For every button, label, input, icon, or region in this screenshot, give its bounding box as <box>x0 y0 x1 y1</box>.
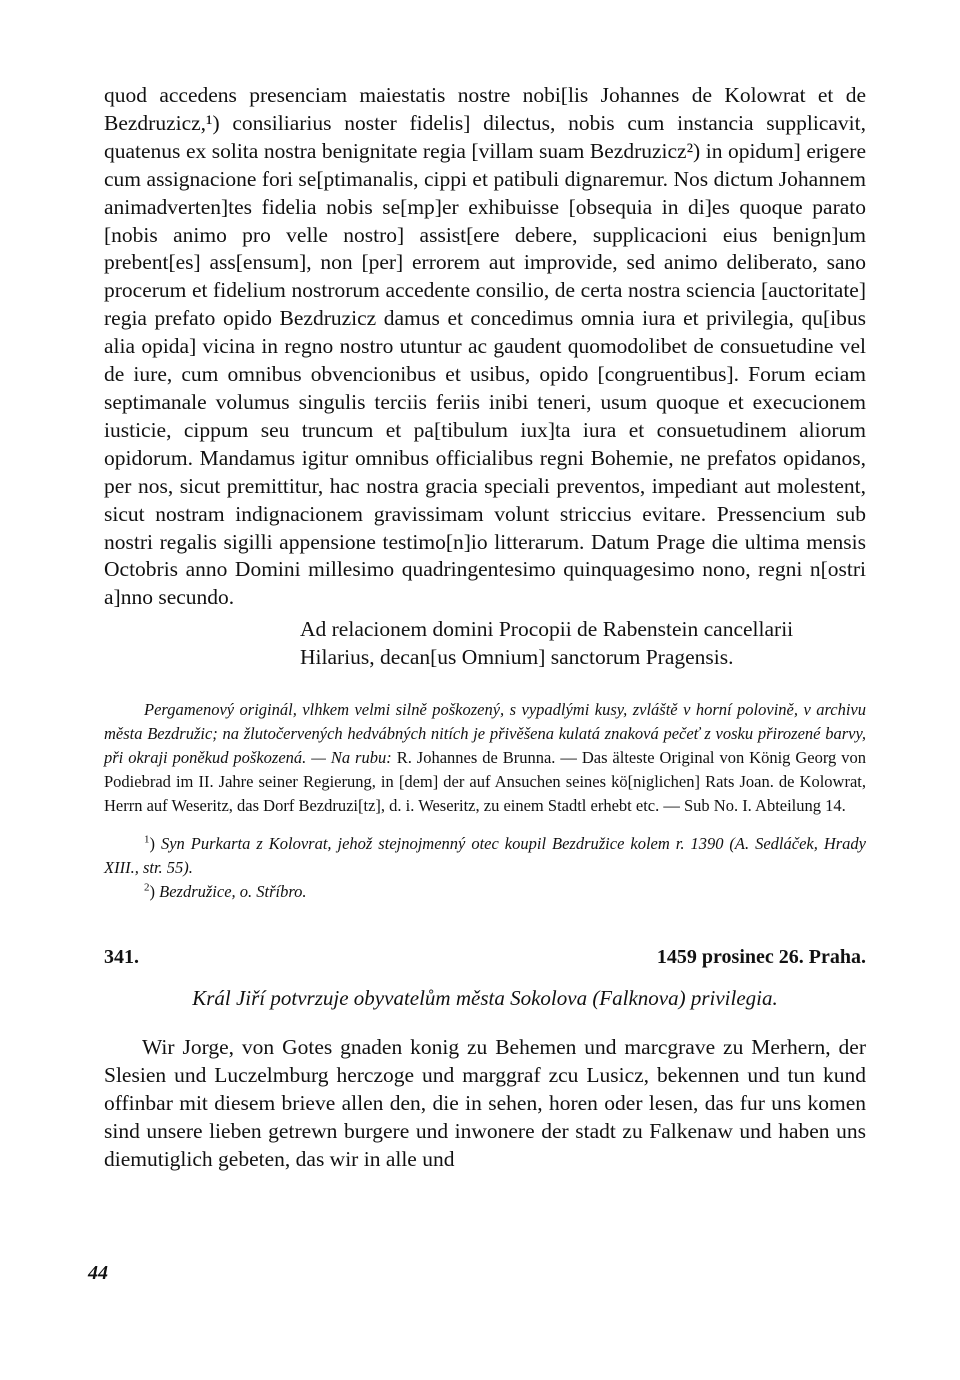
entry-date-place: 1459 prosinec 26. Praha. <box>656 946 866 969</box>
attestation <box>300 616 866 672</box>
entry-title: Král Jiří potvrzuje obyvatelům města Sokolova (Falknova) privilegia. <box>192 986 778 1011</box>
footnote-mark: 2 <box>144 881 150 894</box>
source-note-paragraph <box>104 698 866 818</box>
source-note-description: Pergamenový originál, vlhkem velmi silně poškozený, s vypadlými kusy, zvláště v horní polovině, v archivu města Bezdružic; na žlutočervených hedvábných nitích je přivěšena kulatá znaková pečeť z vosku přirozené barvy, při okraji poněkud poškozená. — Na rubu: <box>104 700 866 768</box>
entry-text <box>104 1034 866 1174</box>
footnote-text: Bezdružice, o. Stříbro. <box>159 882 307 902</box>
source-note <box>104 698 866 818</box>
source-note-remarks: R. Johannes de Brunna. — Das älteste Original von König Georg von Podiebrad im II. Jahre seiner Regierung, in [dem] der auf Ansuchen seines kö[niglichen] Rats Joan. de Kolowrat, Herrn auf Weseritz, das Dorf Bezdruzi[tz], d. i. Weseritz, zu einem Stadtl erhebt etc. — Sub No. I. Abteilung 14. <box>104 748 867 816</box>
entry-number: 341. <box>104 946 139 969</box>
attestation-line-2: Hilarius, decan[us Omnium] sanctorum Pragensis. <box>300 645 734 670</box>
charter-paragraph: quod accedens presenciam maiestatis nostre nobi[lis Johannes de Kolowrat et de Bezdruzicz,¹) consiliarius noster fidelis] dilectus, nobis cum instancia supplicavit, quatenus ex solita nostra benignitate regia [villam suam Bezdruzicz²) in opidum] erigere cum assignacione fori se[ptimanalis, cippi et patibuli dignaremur. Nos dictum Johannem animadverten]tes fidelia nobis se[mp]er exhibuisse [obsequia in di]es quoque parato [nobis animo pro velle nostro] assist[ere debere, supplicacioni eius benign]um prebent[es] ass[ensum], non [per] errorem aut improvide, sed animo deliberato, sano procerum et fidelium nostrorum accedente consilio, de certa nostra sciencia [auctoritate] regia prefato opido Bezdruzicz damus et concedimus omnia iura et privilegia, qu[ibus alia opida] vicina in regno nostro utuntur ac gaudent quomodolibet de consuetudine vel de iure, cum omnibus obvencionibus et usibus, opido [congruentibus]. Forum eciam septimanale volumus singulis terciis feriis inibi teneri, usum quoque et execucionem iusticie, cippum seu truncum et pa[tibulum iux]ta iura et consuetudinem aliorum opidorum. Mandamus igitur omnibus officialibus regni Bohemie, ne prefatos opidanos, per nos, sicut premittitur, hac nostra gracia speciali preventos, impediant aut molestent, sicut nostram indignacionem gravissimam volunt striccius evitare. Pressencium sub nostri regalis sigilli appensione testimo[n]io litterarum. Datum Prage die ultima mensis Octobris anno Domini millesimo quadringentesimo quinquagesimo nono, regni n[ostri a]nno secundo. <box>104 83 866 610</box>
footnotes <box>104 832 866 904</box>
attestation-line-1: Ad relacionem domini Procopii de Rabenstein cancellarii <box>300 617 794 642</box>
footnote-1: $^1$) Syn Purkarta z Kolovrat, jehož stejnojmenný otec koupil Bezdružice kolem r. 1390 (A. Sedláček, Hrady XIII., str. 55). <box>104 833 867 878</box>
footnote-2: $^2$) Bezdružice, o. Stříbro. <box>144 881 307 902</box>
footnote-mark: 1 <box>144 833 150 846</box>
entry-paragraph: Wir Jorge, von Gotes gnaden konig zu Behemen und marcgrave zu Merhern, der Slesien und Luczelmburg herczoge und marggraf zcu Lusicz, bekennen und tun kund offinbar mit diesem brieve allen den, die in sehen, horen oder lesen, das fur uns komen sind unsere lieben getrewn burgere und inwonere der stadt zu Falkenaw und haben uns diemutiglich gebeten, das wir in alle und <box>104 1035 866 1171</box>
document-page <box>104 82 866 1174</box>
footnote-text: Syn Purkarta z Kolovrat, jehož stejnojmenný otec koupil Bezdružice kolem r. 1390 (A. Sedláček, Hrady XIII., str. 55). <box>104 834 867 878</box>
charter-text <box>104 82 866 612</box>
page-number: 44 <box>88 1262 108 1284</box>
entry-header <box>104 944 866 970</box>
